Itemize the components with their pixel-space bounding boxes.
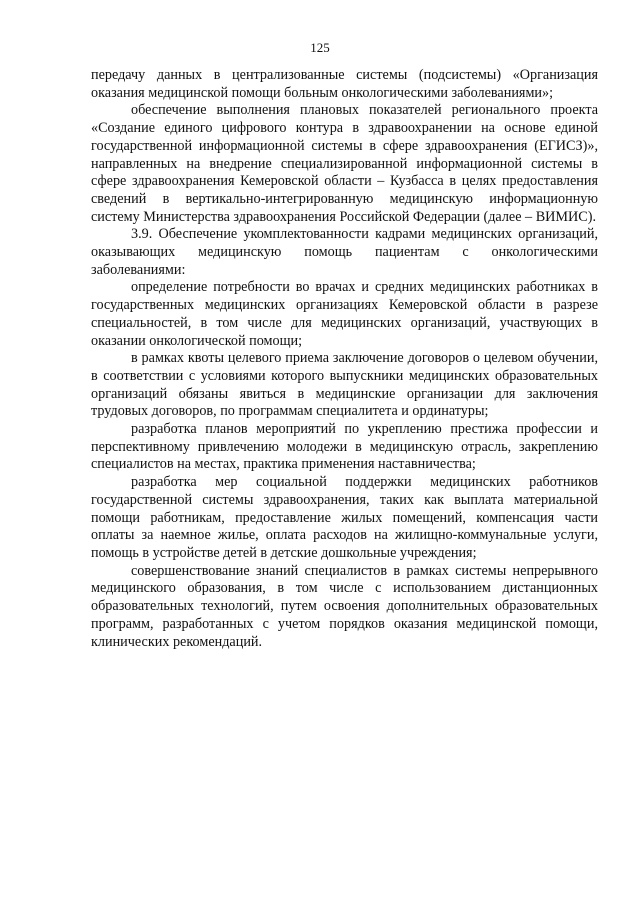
paragraph: определение потребности во врачах и средних медицинских работниках в государственных медицинских организациях Кемеровской области в разрезе специальностей, в том числе для медицинских организаций, участвующих в оказании онкологической помощи; [91,279,598,349]
document-body [91,67,598,651]
paragraph: разработка мер социальной поддержки медицинских работников государственной системы здравоохранения, таких как выплата материальной помощи работникам, предоставление жилых помещений, компенсация части оплаты за наемное жилье, оплата расходов на жилищно-коммунальные услуги, помощь в устройстве детей в детские дошкольные учреждения; [91,474,598,561]
paragraph: разработка планов мероприятий по укреплению престижа профессии и перспективному привлечению молодежи в медицинскую отрасль, закреплению специалистов на местах, практика применения наставничества; [91,421,598,473]
paragraph: в рамках квоты целевого приема заключение договоров о целевом обучении, в соответствии с условиями которого выпускники медицинских образовательных организаций обязаны явиться в медицинские организации для заключения трудовых договоров, по программам специалитета и ординатуры; [91,350,598,420]
page-number: 125 [310,40,330,55]
paragraph: совершенствование знаний специалистов в рамках системы непрерывного медицинского образования, в том числе с использованием дистанционных образовательных технологий, путем освоения дополнительных образовательных программ, разработанных с учетом порядков оказания медицинской помощи, клинических рекомендаций. [91,562,598,650]
paragraph: передачу данных в централизованные системы (подсистемы) «Организация оказания медицинской помощи больным онкологическими заболеваниями»; [91,67,598,101]
paragraph: обеспечение выполнения плановых показателей регионального проекта «Создание единого цифрового контура в здравоохранении на основе единой государственной информационной системы в сфере здравоохранения (ЕГИСЗ)», направленных на внедрение специализированной информационной системы в сфере здравоохранения Кемеровской области – Кузбасса в целях предоставления сведений в вертикально-интегрированную медицинскую информационную систему Министерства здравоохранения Российской Федерации (далее – ВИМИС). [91,102,598,225]
section-heading-paragraph: 3.9. Обеспечение укомплектованности кадрами медицинских организаций, оказывающих медицинскую помощь пациентам с онкологическими заболеваниями: [91,226,598,278]
